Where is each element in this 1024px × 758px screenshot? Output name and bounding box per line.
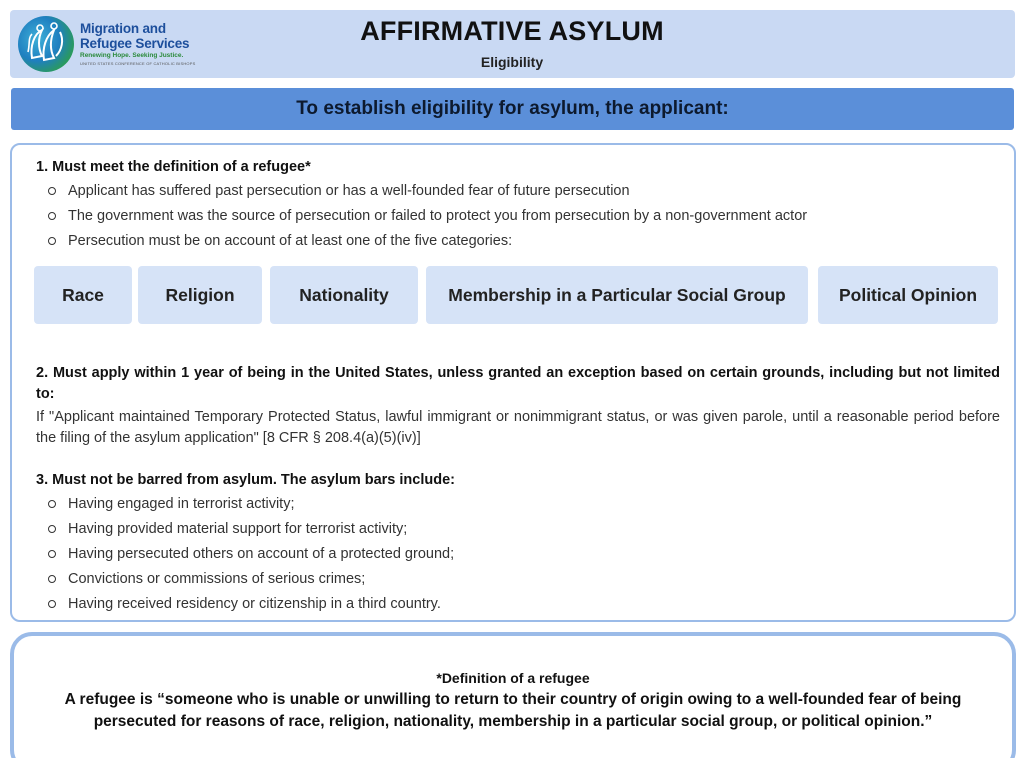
page-title: AFFIRMATIVE ASYLUM — [360, 16, 664, 46]
section2-text: If "Applicant maintained Temporary Protected Status, lawful immigrant or nonimmigrant status, or was given parole, until a reasonable period before the filing of the asylum application" [8 CFR § 208.4(a)(5)(iv)] — [36, 409, 1000, 446]
logo-org: UNITED STATES CONFERENCE OF CATHOLIC BISHOPS — [80, 60, 196, 66]
logo-line1: Migration and — [80, 21, 166, 37]
category-religion: Religion — [138, 266, 262, 324]
list-item: Convictions or commissions of serious crimes; — [68, 567, 454, 592]
eligibility-banner: To establish eligibility for asylum, the applicant: — [11, 88, 1014, 130]
list-item: Persecution must be on account of at least one of the five categories: — [68, 229, 807, 254]
section3-list — [68, 492, 454, 617]
section2-heading: 2. Must apply within 1 year of being in the United States, unless granted an exception based on certain grounds, including but not limited to: — [36, 365, 1000, 402]
definition-box — [10, 632, 1016, 758]
page-subtitle: Eligibility — [480, 54, 544, 70]
definition-text: A refugee is “someone who is unable or unwilling to return to their country of origin owing to a well-founded fear of being persecuted for reasons of race, religion, nationality, membership in a particular social group, or political opinion.” — [64, 691, 962, 730]
section1-list — [68, 179, 807, 254]
category-social-group: Membership in a Particular Social Group — [426, 266, 808, 324]
logo-tagline: Renewing Hope. Seeking Justice. — [80, 52, 184, 60]
list-item: Having engaged in terrorist activity; — [68, 492, 454, 517]
requirements-box — [10, 143, 1016, 622]
category-political-opinion: Political Opinion — [818, 266, 998, 324]
list-item: Applicant has suffered past persecution or has a well-founded fear of future persecution — [68, 179, 807, 204]
section3-heading: 3. Must not be barred from asylum. The asylum bars include: — [36, 472, 455, 488]
category-nationality: Nationality — [270, 266, 418, 324]
category-race: Race — [34, 266, 132, 324]
list-item: The government was the source of persecution or failed to protect you from persecution by a non-government actor — [68, 204, 807, 229]
section1-heading: 1. Must meet the definition of a refugee* — [36, 159, 311, 175]
list-item: Having received residency or citizenship in a third country. — [68, 592, 454, 617]
definition-title: *Definition of a refugee — [436, 670, 590, 686]
logo-line2: Refugee Services — [80, 35, 190, 51]
list-item: Having provided material support for terrorist activity; — [68, 517, 454, 542]
list-item: Having persecuted others on account of a protected ground; — [68, 542, 454, 567]
